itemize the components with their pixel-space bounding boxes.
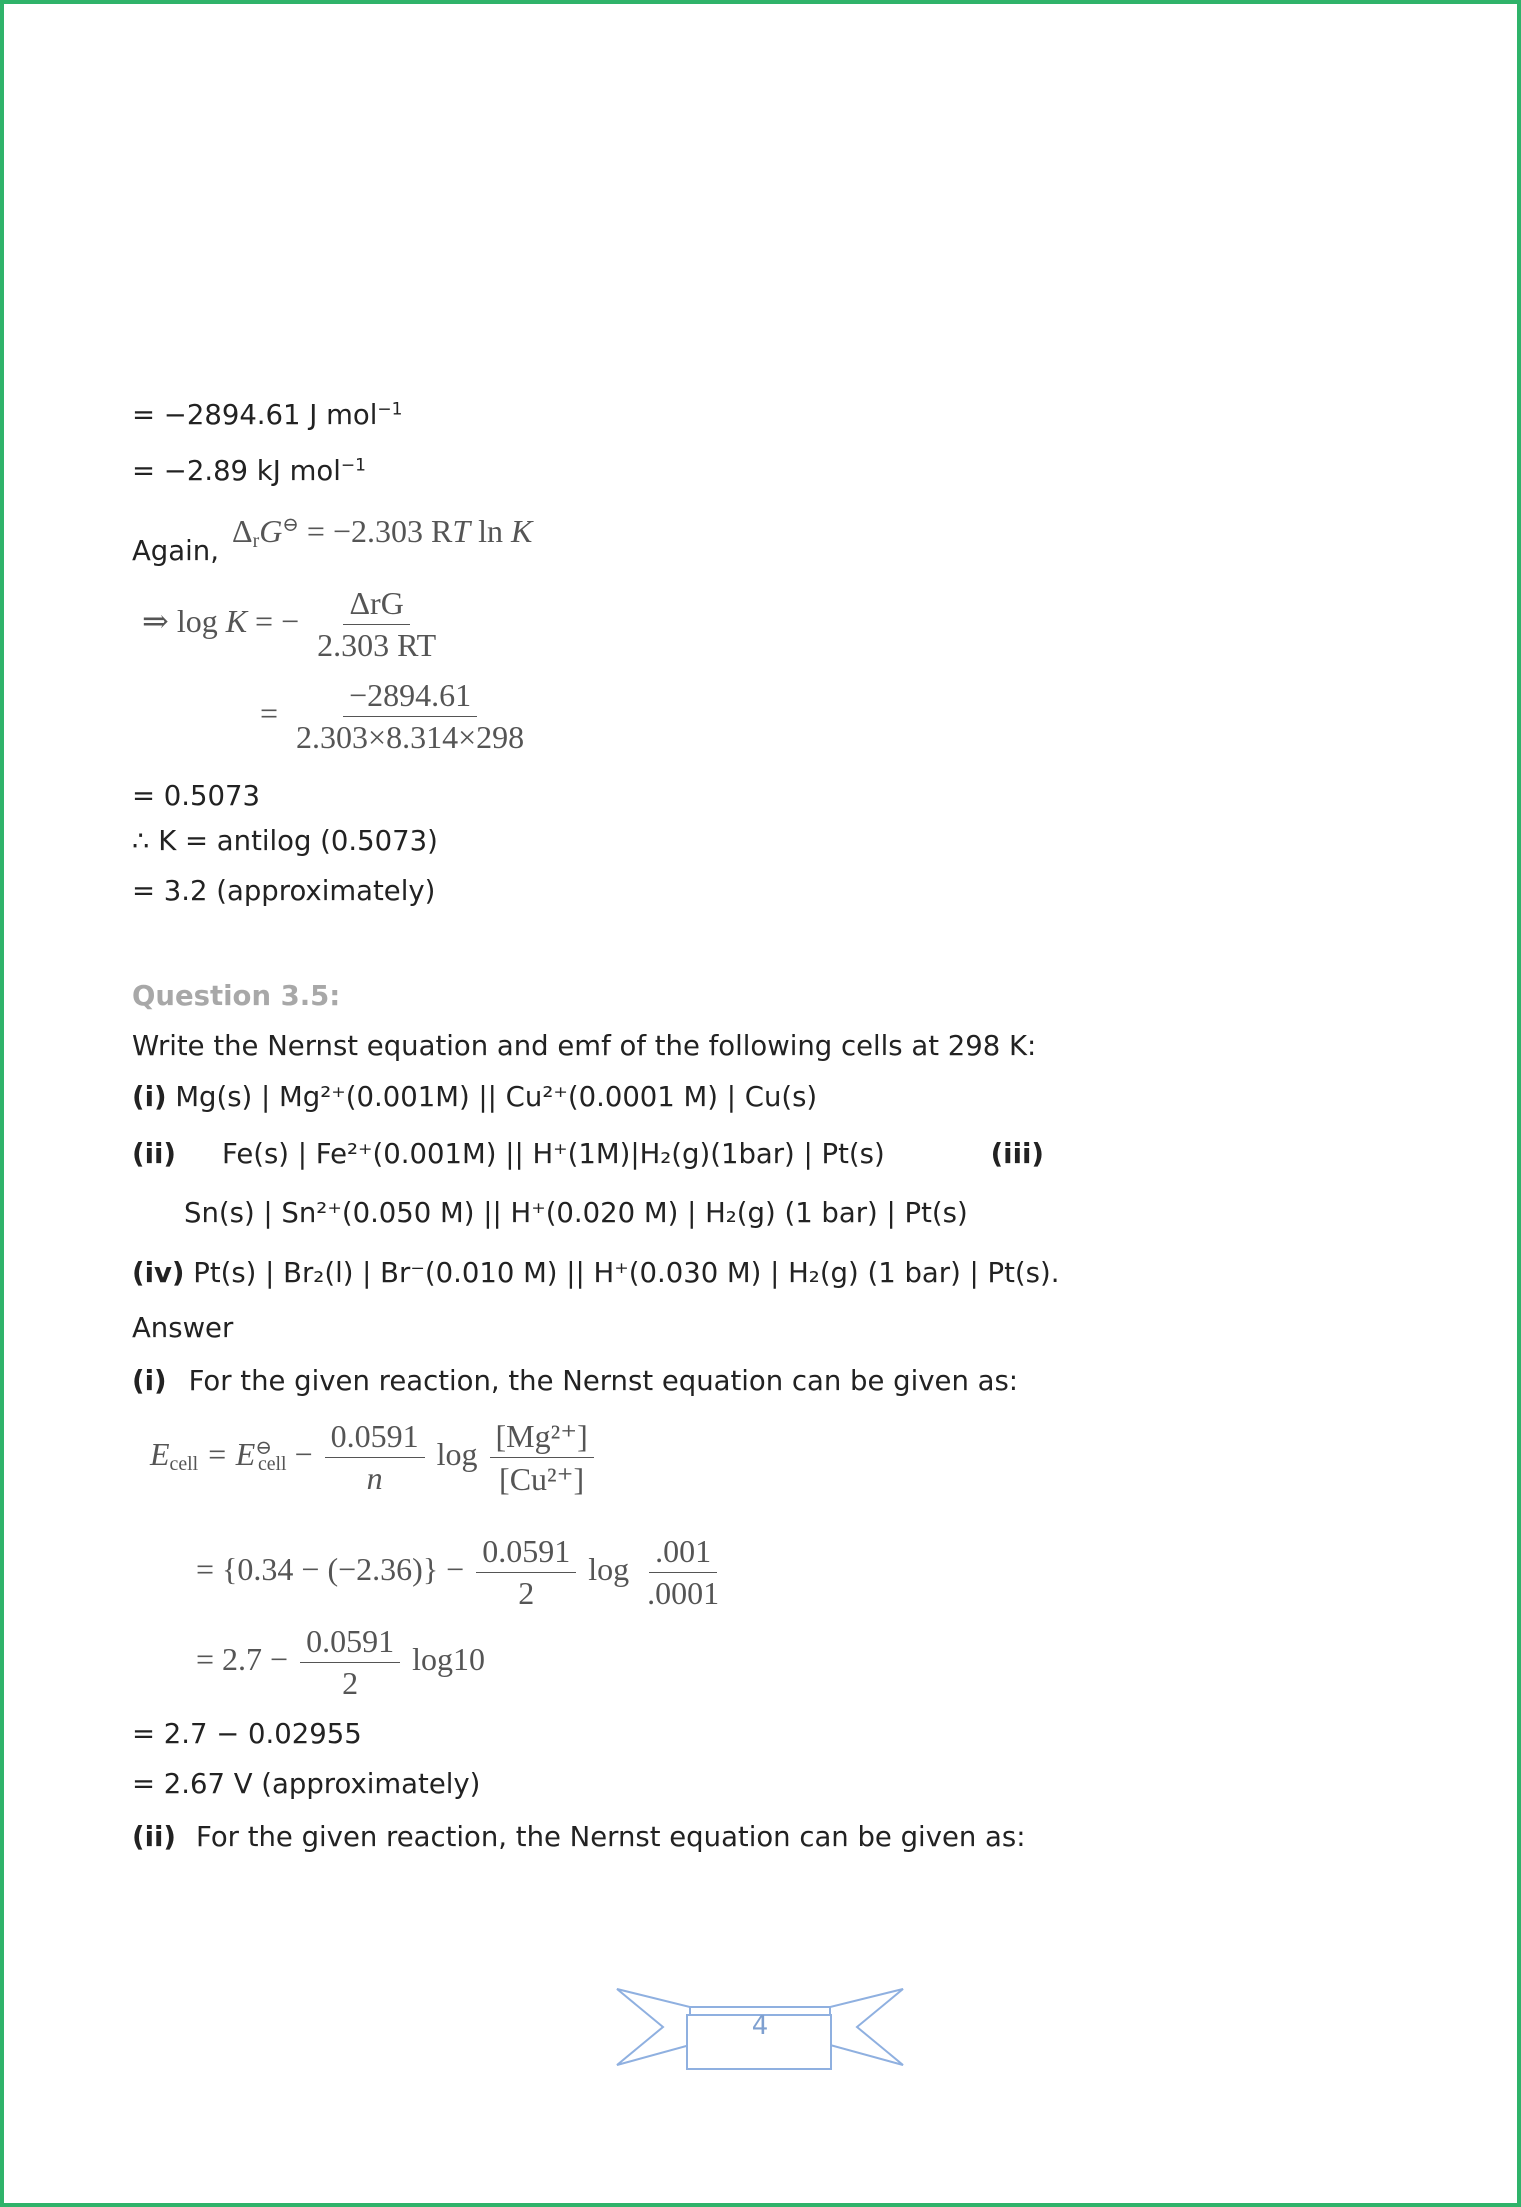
cell-iii: Sn(s) | Sn²⁺(0.050 M) || H⁺(0.020 M) | H₂(g) (1 bar) | Pt(s) [184,1197,968,1229]
log-k-substitution: = $\frac{-2894.61}{2.303\times 8.314\times 298}$ [260,677,534,756]
page-number-badge [615,1985,905,2071]
gibbs-equation: $\Delta_rG^⊖ = -2.303$ RT ln K [232,513,533,552]
nernst-substitution: = {0.34 − (−2.36)} − $\frac{0.0591}{2}$ log $\frac{.001}{.0001}$ [196,1533,729,1612]
cell-i: (i) Mg(s) | Mg²⁺(0.001M) || Cu²⁺(0.0001 M) | Cu(s) [132,1081,818,1113]
result-line-joules: = −2894.61 J mol$^{-1}$ [132,399,403,431]
log-k-equation: ⇒ log K = − $\frac{\text{ΔrG}}{2.303 RT}$ [142,585,446,664]
k-antilog: ∴ K = antilog (0.5073) [132,825,438,857]
step2-ratio-fraction: $\frac{.001}{.0001}$ [647,1533,720,1611]
answer-label: Answer [132,1312,234,1344]
log-k-fraction: $\frac{\text{ΔrG}}{2.303 RT}$ [317,585,437,663]
question-prompt: Write the Nernst equation and emf of the following cells at 298 K: [132,1030,1037,1062]
cell-iv: (iv) Pt(s) | Br₂(l) | Br⁻(0.010 M) || H⁺(0.030 M) | H₂(g) (1 bar) | Pt(s). [132,1257,1060,1289]
nernst-simplified: = 2.7 − $\frac{0.0591}{2}$ log10 [196,1623,485,1701]
substitution-fraction: $\frac{-2894.61}{2.303\times 8.314\times 298}$ [296,677,525,755]
k-value: = 3.2 (approximately) [132,875,436,907]
nernst-coefficient-fraction: $\frac{0.0591}{n}$ [325,1418,425,1497]
answer-i-intro: (i) For the given reaction, the Nernst equation can be given as: [132,1365,1019,1397]
again-label: Again, [132,535,219,567]
nernst-equation-general: $E_{cell} = E^⊖_{cell}$ − $\frac{0.0591}{n}$ log $\frac{\text{[Mg²⁺]}}{\text{[Cu²⁺]}}$ [150,1417,598,1498]
emf-result: = 2.67 V (approximately) [132,1768,481,1800]
step3-coefficient-fraction: $\frac{0.0591}{2}$ [300,1623,400,1702]
answer-ii-intro: (ii) For the given reaction, the Nernst equation can be given as: [132,1821,1026,1853]
step2-coefficient-fraction: $\frac{0.0591}{2}$ [476,1533,576,1612]
result-line-kilojoules: = −2.89 kJ mol$^{-1}$ [132,455,366,487]
emf-subtraction: = 2.7 − 0.02955 [132,1718,362,1750]
log-k-value: = 0.5073 [132,780,261,812]
cell-ii: (ii) Fe(s) | Fe²⁺(0.001M) || H⁺(1M)|H₂(g)(1bar) | Pt(s) (iii) [132,1138,1044,1170]
page-number: 4 [751,2011,769,2041]
concentration-ratio: $\frac{\text{[Mg²⁺]}}{\text{[Cu²⁺]}}$ [490,1417,594,1498]
question-title: Question 3.5: [132,980,341,1012]
